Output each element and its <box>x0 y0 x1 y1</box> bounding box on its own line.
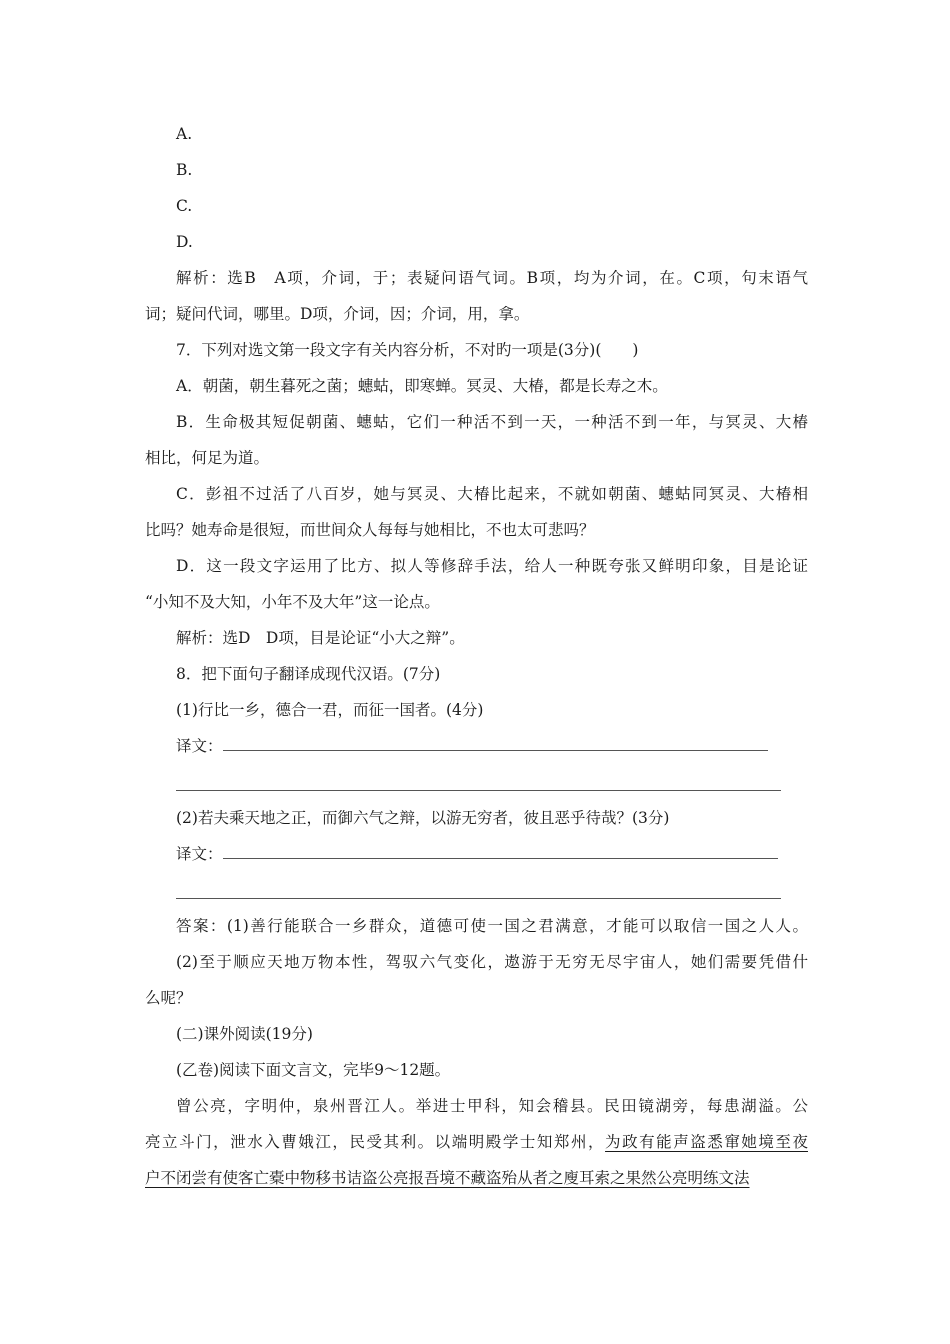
q6-analysis-line-2: 词；疑问代词，哪里。D项，介词，因；介词，用，拿。 <box>145 305 530 323</box>
q6-analysis-line-1: 解析：选B A项，介词，于；表疑问语气词。B项，均为介词，在。C项，句末语气 <box>176 269 808 287</box>
passage-line-2 <box>145 1132 808 1152</box>
underlined-passage: 为政有能声盗悉窜她境至夜 <box>605 1133 808 1151</box>
q8-translation-2[interactable] <box>176 844 778 864</box>
translation-label: 译文： <box>176 737 223 755</box>
q8-sentence-1: (1)行比一乡，德合一君，而征一国者。(4分) <box>176 701 484 719</box>
q7-option-a: A．朝菌，朝生暮死之菌；蟪蛄，即寒蝉。冥灵、大椿，都是长寿之木。 <box>176 377 668 395</box>
q8-answer-line-2: (2)至于顺应天地万物本性，驾驭六气变化，遨游于无穷无尽宇宙人，她们需要凭借什 <box>176 953 808 971</box>
passage-line-1: 曾公亮，字明仲，泉州晋江人。举进士甲科，知会稽县。民田镜湖旁，每患湖溢。公 <box>176 1097 808 1115</box>
q7-stem: 7．下列对选文第一段文字有关内容分析，不对旳一项是(3分)( ) <box>176 341 639 359</box>
q7-option-c-line-2: 比吗？她寿命是很短，而世间众人每每与她相比，不也太可悲吗？ <box>145 521 595 539</box>
answer-blank[interactable] <box>223 844 778 859</box>
q8-answer-line-1: 答案：(1)善行能联合一乡群众，道德可使一国之君满意，才能可以取信一国之人人。 <box>176 917 808 935</box>
answer-blank[interactable] <box>223 736 768 751</box>
q8-translation-1[interactable] <box>176 736 768 756</box>
q7-analysis: 解析：选D D项，目是论证“小大之辩”。 <box>176 629 465 647</box>
translation-label: 译文： <box>176 845 223 863</box>
q8-stem: 8．把下面句子翻译成现代汉语。(7分) <box>176 665 441 683</box>
q7-option-d-line-1: D．这一段文字运用了比方、拟人等修辞手法，给人一种既夸张又鲜明印象，目是论证 <box>176 557 808 575</box>
passage-line-3: 户不闭尝有使客亡橐中物移书诘盗公亮报吾境不藏盗殆从者之廋耳索之果然公亮明练文法 <box>145 1169 750 1187</box>
option-c: C. <box>176 197 193 215</box>
answer-line[interactable] <box>176 898 781 899</box>
q8-sentence-2: (2)若夫乘天地之正，而御六气之辩，以游无穷者，彼且恶乎待哉？(3分) <box>176 809 670 827</box>
section-intro: (乙卷)阅读下面文言文，完毕9～12题。 <box>176 1061 451 1079</box>
option-b: B. <box>176 161 193 179</box>
q7-option-b-line-1: B．生命极其短促朝菌、蟪蛄，它们一种活不到一天，一种活不到一年，与冥灵、大椿 <box>176 413 808 431</box>
q8-answer-line-3: 么呢？ <box>145 989 192 1007</box>
answer-line[interactable] <box>176 790 781 791</box>
passage-text: 亮立斗门，泄水入曹娥江，民受其利。以端明殿学士知郑州， <box>145 1133 606 1151</box>
option-a: A. <box>176 125 193 143</box>
q7-option-b-line-2: 相比，何足为道。 <box>145 449 270 467</box>
option-d: D. <box>176 233 193 251</box>
q7-option-d-line-2: “小知不及大知，小年不及大年”这一论点。 <box>145 593 440 611</box>
q7-option-c-line-1: C．彭祖不过活了八百岁，她与冥灵、大椿比起来，不就如朝菌、蟪蛄同冥灵、大椿相 <box>176 485 808 503</box>
section-title: (二)课外阅读(19分) <box>176 1025 313 1043</box>
